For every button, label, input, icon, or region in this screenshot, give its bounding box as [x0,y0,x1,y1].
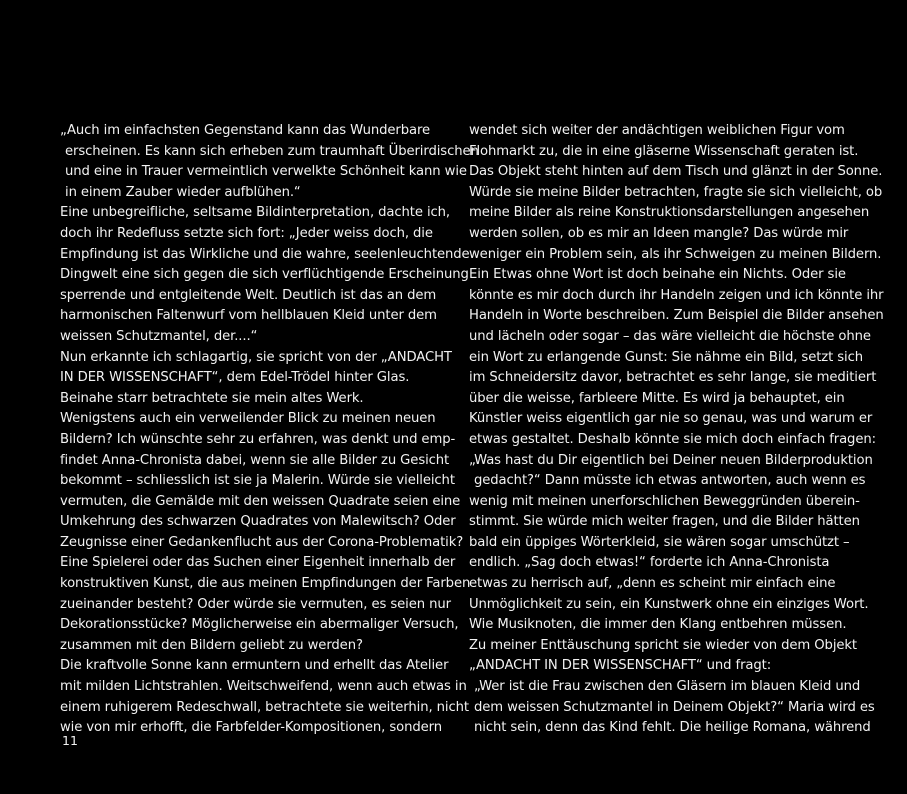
text-line: und lächeln oder sogar – das wäre vielleicht die höchste ohne [469,328,871,344]
text-line: bekommt – schliesslich ist sie ja Malerin. Würde sie vielleicht [60,473,455,489]
text-line: Eine unbegreifliche, seltsame Bildinterpretation, dachte ich, [60,205,451,221]
text-line: IN DER WISSENSCHAFT“, dem Edel-Trödel hinter Glas. [60,370,410,386]
text-line: doch ihr Redefluss setzte sich fort: „Jeder weiss doch, die [60,225,433,241]
text-line: weniger ein Problem sein, als ihr Schweigen zu meinen Bildern. [469,246,882,262]
text-line: etwas zu herrisch auf, „denn es scheint mir einfach eine [469,576,836,592]
text-line: im Schneidersitz davor, betrachtet es sehr lange, sie meditiert [469,370,877,386]
text-line: mit milden Lichtstrahlen. Weitschweifend, wenn auch etwas in [60,679,467,695]
text-line: Eine Spielerei oder das Suchen einer Eigenheit innerhalb der [60,555,456,571]
text-line: weissen Schutzmantel, der....“ [60,328,258,344]
text-line: erscheinen. Es kann sich erheben zum traumhaft Überirdischen [65,143,479,159]
text-line: vermuten, die Gemälde mit den weissen Quadrate seien eine [60,493,461,509]
text-line: stimmt. Sie würde mich weiter fragen, und die Bilder hätten [469,514,860,530]
text-line: ein Wort zu erlangende Gunst: Sie nähme ein Bild, setzt sich [469,349,864,365]
text-line: in einem Zauber wieder aufblühen.“ [65,184,301,200]
text-line: Umkehrung des schwarzen Quadrates von Malewitsch? Oder [60,514,456,530]
text-line: endlich. „Sag doch etwas!“ forderte ich Anna-Chronista [469,555,830,571]
text-line: etwas gestaltet. Deshalb könnte sie mich doch einfach fragen: [469,431,876,447]
text-column-left [60,121,479,739]
text-line: werden sollen, ob es mir an Ideen mangle? Das würde mir [469,225,849,241]
text-line: „Wer ist die Frau zwischen den Gläsern im blauen Kleid und [474,679,861,695]
text-line: Empfindung ist das Wirkliche und die wahre, seelenleuchtende [60,246,470,262]
text-line: Zu meiner Enttäuschung spricht sie wieder von dem Objekt [469,637,858,653]
text-line: gedacht?“ Dann müsste ich etwas antworten, auch wenn es [474,473,866,489]
text-line: sperrende und entgleitende Welt. Deutlich ist das an dem [60,287,437,303]
text-line: einem ruhigerem Redeschwall, betrachtete sie weiterhin, nicht [60,699,469,715]
text-line: wendet sich weiter der andächtigen weiblichen Figur vom [469,123,845,138]
text-line: wie von mir erhofft, die Farbfelder-Kompositionen, sondern [60,720,442,736]
text-line: „Auch im einfachsten Gegenstand kann das Wunderbare [60,123,431,138]
text-line: Würde sie meine Bilder betrachten, fragte sie sich vielleicht, ob [469,184,883,200]
text-line: konstruktiven Kunst, die aus meinen Empfindungen der Farben [60,576,471,592]
text-line: findet Anna-Chronista dabei, wenn sie alle Bilder zu Gesicht [60,452,450,468]
text-line: und eine in Trauer vermeintlich verwelkte Schönheit kann wie [65,164,467,180]
text-line: Bildern? Ich wünschte sehr zu erfahren, was denkt und emp- [60,431,456,447]
text-line: wenig mit meinen unerforschlichen Beweggründen überein- [469,493,860,509]
text-line: über die weisse, farbleere Mitte. Es wird ja behauptet, ein [469,390,845,406]
text-line: Unmöglichkeit zu sein, ein Kunstwerk ohne ein einziges Wort. [469,596,869,612]
text-line: Nun erkannte ich schlagartig, sie spricht von der „ANDACHT [60,349,452,365]
text-line: Das Objekt steht hinten auf dem Tisch und glänzt in der Sonne. [469,164,883,180]
text-line: Zeugnisse einer Gedankenflucht aus der Corona-Problematik? [60,534,464,550]
text-line: harmonischen Faltenwurf vom hellblauen Kleid unter dem [60,308,437,324]
text-line: Dekorationsstücke? Möglicherweise ein abermaliger Versuch, [60,617,459,633]
text-line: Beinahe starr betrachtete sie mein altes Werk. [60,390,364,406]
text-line: meine Bilder als reine Konstruktionsdarstellungen angesehen [469,205,870,221]
text-line: Wenigstens auch ein verweilender Blick zu meinen neuen [60,411,436,427]
page-number: 11 [62,733,78,748]
text-line: Flohmarkt zu, die in eine gläserne Wissenschaft geraten ist. [469,143,859,159]
text-line: Handeln in Worte beschreiben. Zum Beispiel die Bilder ansehen [469,308,884,324]
text-line: Wie Musiknoten, die immer den Klang entbehren müssen. [469,617,847,633]
text-line: „ANDACHT IN DER WISSENSCHAFT“ und fragt: [469,658,772,674]
text-line: Dingwelt eine sich gegen die sich verflüchtigende Erscheinung [60,267,469,283]
text-line: Die kraftvolle Sonne kann ermuntern und erhellt das Atelier [60,658,449,674]
text-line: „Was hast du Dir eigentlich bei Deiner neuen Bilderproduktion [469,452,873,468]
text-line: dem weissen Schutzmantel in Deinem Objekt?“ Maria wird es [474,699,875,715]
text-line: Künstler weiss eigentlich gar nie so genau, was und warum er [469,411,873,427]
text-line: nicht sein, denn das Kind fehlt. Die heilige Romana, während [474,720,871,736]
text-line: könnte es mir doch durch ihr Handeln zeigen und ich könnte ihr [469,287,884,303]
text-line: zusammen mit den Bildern geliebt zu werden? [60,637,363,653]
text-line: Ein Etwas ohne Wort ist doch beinahe ein Nichts. Oder sie [469,267,846,283]
text-line: zueinander besteht? Oder würde sie vermuten, es seien nur [60,596,451,612]
text-line: bald ein üppiges Wörterkleid, sie wären sogar umschützt – [469,534,850,550]
text-column-right [469,121,884,739]
